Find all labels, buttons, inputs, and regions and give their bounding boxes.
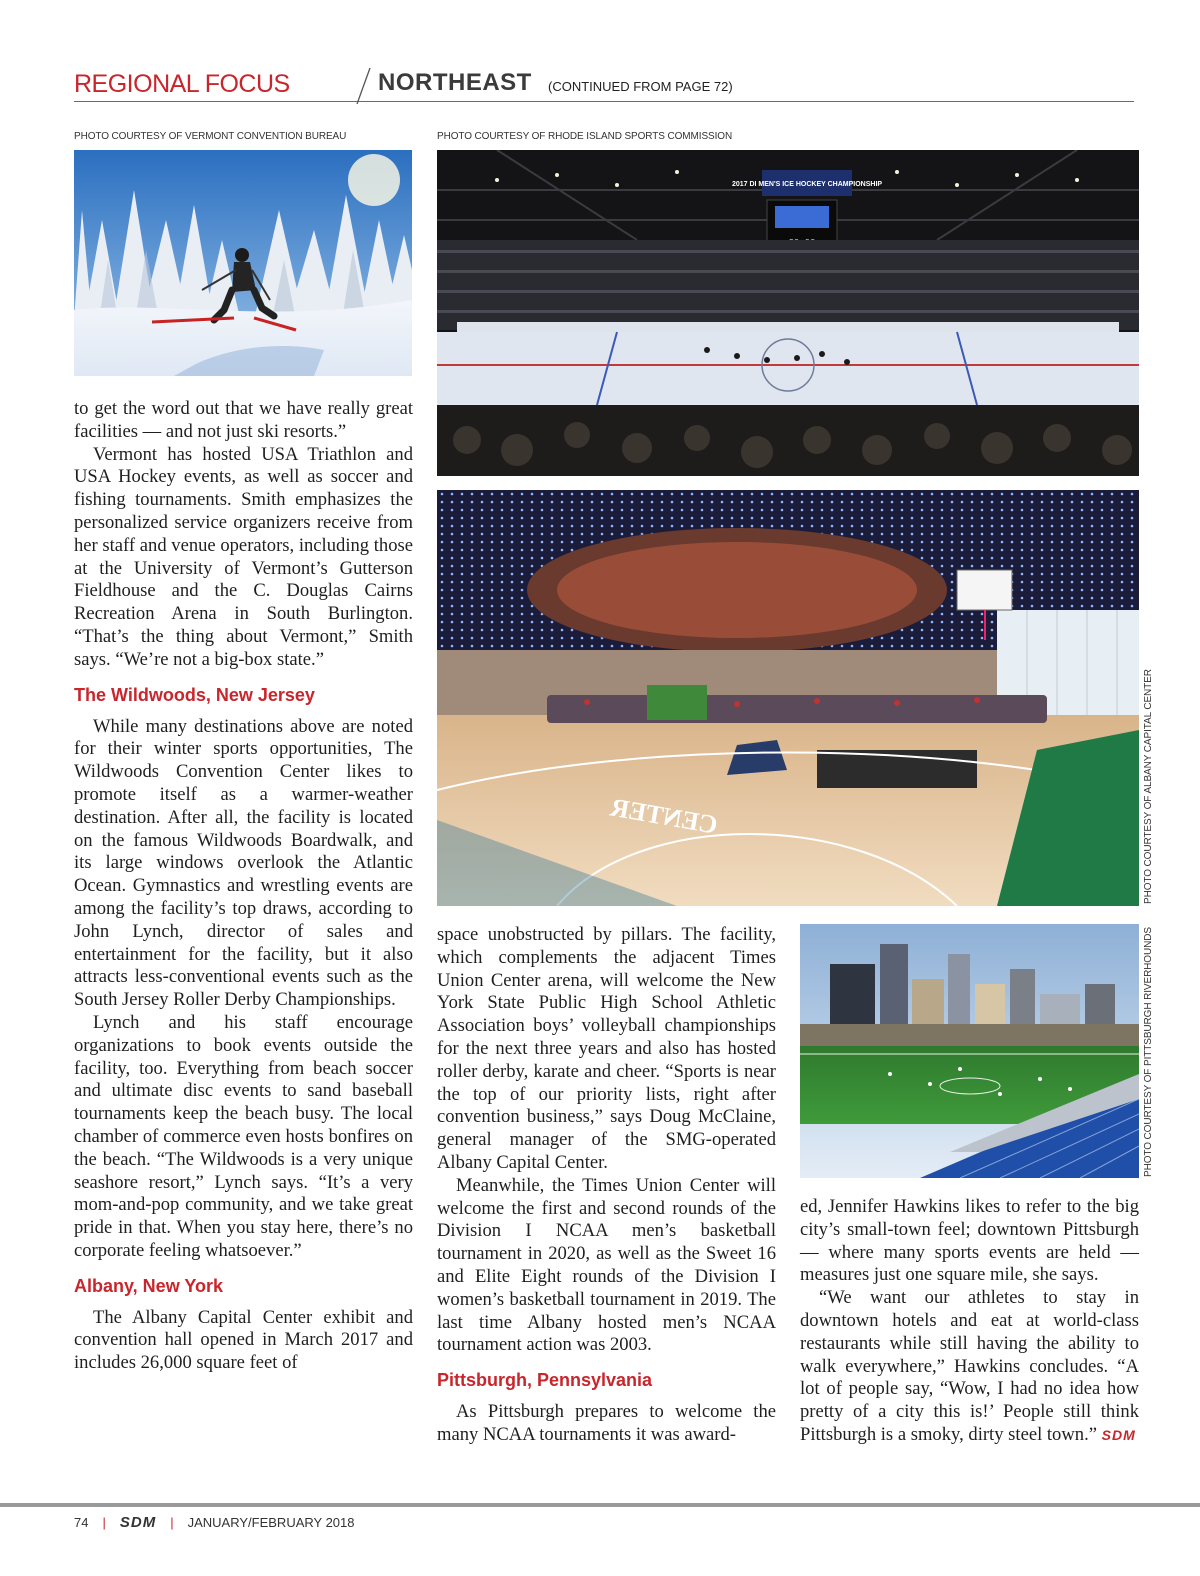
page-footer	[74, 1514, 355, 1531]
article-column-1	[74, 398, 413, 1375]
paragraph: The Albany Capital Center exhibit and convention hall opened in March 2017 and includes 26,000 square feet of	[74, 1306, 413, 1374]
slash-divider	[354, 66, 372, 104]
magazine-logo: SDM	[119, 1514, 157, 1531]
article-column-3	[800, 1196, 1139, 1447]
continued-note: (CONTINUED FROM PAGE 72)	[548, 79, 733, 94]
article-column-2	[437, 924, 776, 1447]
paragraph: While many destinations above are noted for their winter sports opportunities, The Wildwoods Convention Center likes to promote itself as a warmer-weather destination. After all, the facility is located on the famous Wildwoods Boardwalk, and its large windows overlook the Atlantic Ocean. Gymnastics and wrestling events are among the facility’s top draws, according to John Lynch, director of sales and entertainment for the facility, but it also attracts less-conventional events such as the South Jersey Roller Derby Championships.	[74, 715, 413, 1011]
page-header	[74, 66, 1134, 102]
end-mark-logo: SDM	[1101, 1426, 1136, 1443]
photo-credit-albany: PHOTO COURTESY OF ALBANY CAPITAL CENTER	[1143, 669, 1154, 904]
pittsburgh-stadium-photo	[800, 924, 1139, 1178]
paragraph: Meanwhile, the Times Union Center will welcome the first and second rounds of the Division I NCAA men’s basketball tournament in 2020, as well as the Sweet 16 and Elite Eight rounds of the Division I women’s basketball tournament in 2019. The last time Albany hosted men’s NCAA tournament action was 2003.	[437, 1174, 776, 1356]
photo-credit-rhode-island: PHOTO COURTESY OF RHODE ISLAND SPORTS COMMISSION	[437, 131, 733, 142]
paragraph-text: “We want our athletes to stay in downtown hotels and eat at world-class restaurants while still having the ability to walk everywhere,” Hawkins concludes. “A lot of people say, “Wow, I had no idea how pretty of a city this is!’ People still think Pittsburgh is a smoky, dirty steel town.”	[800, 1287, 1139, 1445]
photo-credit-vermont: PHOTO COURTESY OF VERMONT CONVENTION BUREAU	[74, 131, 347, 142]
subhead-wildwoods: The Wildwoods, New Jersey	[74, 684, 315, 705]
paragraph: to get the word out that we have really great facilities — and not just ski resorts.”	[74, 398, 413, 442]
albany-hall-photo	[437, 490, 1139, 906]
paragraph: As Pittsburgh prepares to welcome the many NCAA tournaments it was award-	[437, 1401, 776, 1445]
paragraph: Lynch and his staff encourage organizations to book events outside the facility, too. Everything from beach soccer and ultimate disc events to sand baseball tournaments keep the beach busy. The local chamber of commerce even hosts bonfires on the beach. “The Wildwoods is a very unique seashore resort,” Lynch says. “It’s a very mom-and-pop community, and we take great pride in that. When you stay here, there’s no corporate feeling whatsoever.”	[74, 1011, 413, 1261]
paragraph	[800, 1287, 1139, 1447]
paragraph: ed, Jennifer Hawkins likes to refer to the big city’s small-town feel; downtown Pittsburgh — where many sports events are held — measures just one square mile, she says.	[800, 1196, 1139, 1286]
footer-separator: |	[102, 1515, 106, 1530]
court-center-text: CENTER	[608, 792, 720, 840]
region-title: NORTHEAST	[378, 69, 532, 96]
photo-credit-pittsburgh: PHOTO COURTESY OF PITTSBURGH RIVERHOUNDS	[1143, 927, 1154, 1177]
hockey-banner-text: 2017 DI MEN'S ICE HOCKEY CHAMPIONSHIP	[731, 181, 883, 188]
issue-date: JANUARY/FEBRUARY 2018	[187, 1515, 355, 1530]
footer-separator: |	[170, 1515, 174, 1530]
paragraph: Vermont has hosted USA Triathlon and USA Hockey events, as well as soccer and fishing tournaments. Smith emphasizes the personalized service organizers receive from her staff and venue operators, including those at the University of Vermont’s Gutterson Fieldhouse and the C. Douglas Cairns Recreation Arena in South Burlington. “That’s the thing about Vermont,” Smith says. “We’re not a big-box state.”	[74, 443, 413, 670]
page-number: 74	[74, 1515, 89, 1530]
skier-photo	[74, 150, 412, 376]
subhead-albany: Albany, New York	[74, 1275, 224, 1296]
subhead-pittsburgh: Pittsburgh, Pennsylvania	[437, 1370, 653, 1391]
hockey-arena-photo	[437, 150, 1139, 476]
footer-rule	[0, 1503, 1200, 1507]
section-title: REGIONAL FOCUS	[74, 70, 290, 98]
paragraph: space unobstructed by pillars. The facility, which complements the adjacent Times Union Center arena, will welcome the New York State Public High School Athletic Association boys’ volleyball championships for the next three years and also has hosted roller derby, karate and cheer. “Sports is near the top of our priority lists, right after convention business,” says Doug McClaine, general manager of the SMG-operated Albany Capital Center.	[437, 924, 776, 1173]
